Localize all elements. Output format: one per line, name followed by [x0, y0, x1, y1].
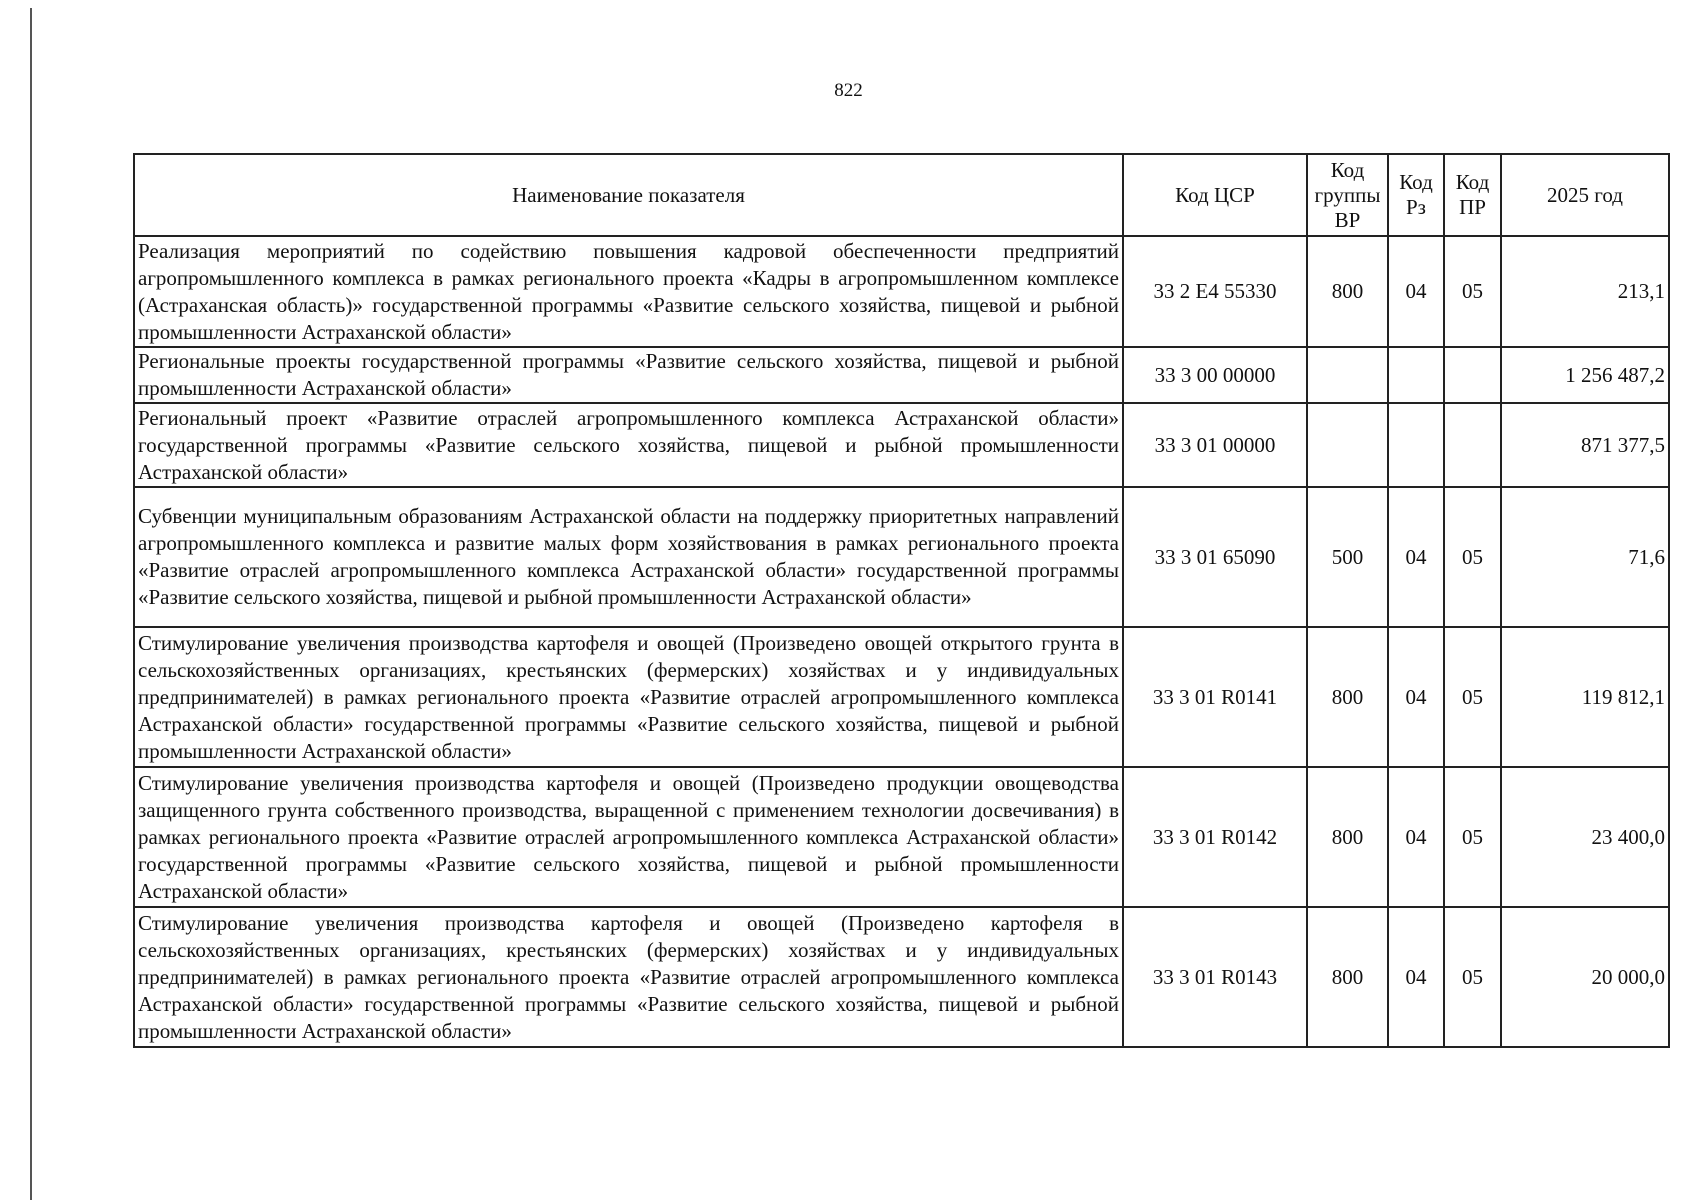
csr-code-cell: 33 3 01 65090: [1123, 487, 1307, 627]
vr-code-cell: 800: [1307, 627, 1388, 767]
csr-code-cell: 33 3 01 00000: [1123, 403, 1307, 487]
header-pr-code: Код ПР: [1444, 154, 1501, 236]
vr-code-cell: 800: [1307, 767, 1388, 907]
table-row: [134, 767, 1669, 907]
pr-code-cell: 05: [1444, 487, 1501, 627]
rz-code-cell: [1388, 403, 1444, 487]
scan-edge-line: [30, 8, 32, 1200]
budget-table: [133, 153, 1670, 1048]
indicator-name-cell: Реализация мероприятий по содействию повышения кадровой обеспеченности предприятий агропромышленного комплекса в рамках регионального проекта «Кадры в агропромышленном комплексе (Астраханская область)» государственной программы «Развитие сельского хозяйства, пищевой и рыбной промышленности Астраханской области»: [134, 236, 1123, 347]
table-row: [134, 403, 1669, 487]
page-number: 822: [834, 80, 863, 101]
vr-code-cell: 500: [1307, 487, 1388, 627]
indicator-name-cell: Субвенции муниципальным образованиям Астраханской области на поддержку приоритетных направлений агропромышленного комплекса и развитие малых форм хозяйствования в рамках регионального проекта «Развитие отраслей агропромышленного комплекса Астраханской области» государственной программы «Развитие сельского хозяйства, пищевой и рыбной промышленности Астраханской области»: [134, 487, 1123, 627]
pr-code-cell: [1444, 347, 1501, 403]
table-row: [134, 907, 1669, 1047]
header-csr-code: Код ЦСР: [1123, 154, 1307, 236]
table-row: [134, 347, 1669, 403]
indicator-name-cell: Региональный проект «Развитие отраслей агропромышленного комплекса Астраханской области» государственной программы «Развитие сельского хозяйства, пищевой и рыбной промышленности Астраханской области»: [134, 403, 1123, 487]
amount-cell: 213,1: [1501, 236, 1669, 347]
header-indicator-name: Наименование показателя: [134, 154, 1123, 236]
vr-code-cell: 800: [1307, 907, 1388, 1047]
amount-cell: 119 812,1: [1501, 627, 1669, 767]
vr-code-cell: [1307, 347, 1388, 403]
rz-code-cell: 04: [1388, 767, 1444, 907]
table-row: [134, 487, 1669, 627]
pr-code-cell: 05: [1444, 236, 1501, 347]
amount-cell: 71,6: [1501, 487, 1669, 627]
header-rz-code: Код Рз: [1388, 154, 1444, 236]
header-year-2025: 2025 год: [1501, 154, 1669, 236]
rz-code-cell: 04: [1388, 627, 1444, 767]
rz-code-cell: 04: [1388, 236, 1444, 347]
header-vr-group-code: Код группы ВР: [1307, 154, 1388, 236]
rz-code-cell: 04: [1388, 487, 1444, 627]
csr-code-cell: 33 3 01 R0141: [1123, 627, 1307, 767]
indicator-name-cell: Региональные проекты государственной программы «Развитие сельского хозяйства, пищевой и рыбной промышленности Астраханской области»: [134, 347, 1123, 403]
csr-code-cell: 33 3 01 R0143: [1123, 907, 1307, 1047]
indicator-name-cell: Стимулирование увеличения производства картофеля и овощей (Произведено продукции овощеводства защищенного грунта собственного производства, выращенной с применением технологии досвечивания) в рамках регионального проекта «Развитие отраслей агропромышленного комплекса Астраханской области» государственной программы «Развитие сельского хозяйства, пищевой и рыбной промышленности Астраханской области»: [134, 767, 1123, 907]
amount-cell: 871 377,5: [1501, 403, 1669, 487]
indicator-name-cell: Стимулирование увеличения производства картофеля и овощей (Произведено картофеля в сельскохозяйственных организациях, крестьянских (фермерских) хозяйствах и у индивидуальных предпринимателей) в рамках регионального проекта «Развитие отраслей агропромышленного комплекса Астраханской области» государственной программы «Развитие сельского хозяйства, пищевой и рыбной промышленности Астраханской области»: [134, 907, 1123, 1047]
header-row: [134, 154, 1669, 236]
table-header: [134, 154, 1669, 236]
rz-code-cell: 04: [1388, 907, 1444, 1047]
indicator-name-cell: Стимулирование увеличения производства картофеля и овощей (Произведено овощей открытого грунта в сельскохозяйственных организациях, крестьянских (фермерских) хозяйствах и у индивидуальных предпринимателей) в рамках регионального проекта «Развитие отраслей агропромышленного комплекса Астраханской области» государственной программы «Развитие сельского хозяйства, пищевой и рыбной промышленности Астраханской области»: [134, 627, 1123, 767]
vr-code-cell: [1307, 403, 1388, 487]
amount-cell: 23 400,0: [1501, 767, 1669, 907]
pr-code-cell: 05: [1444, 627, 1501, 767]
amount-cell: 1 256 487,2: [1501, 347, 1669, 403]
table-body: [134, 236, 1669, 1047]
table-row: [134, 627, 1669, 767]
csr-code-cell: 33 3 01 R0142: [1123, 767, 1307, 907]
pr-code-cell: 05: [1444, 907, 1501, 1047]
pr-code-cell: 05: [1444, 767, 1501, 907]
vr-code-cell: 800: [1307, 236, 1388, 347]
pr-code-cell: [1444, 403, 1501, 487]
table-row: [134, 236, 1669, 347]
csr-code-cell: 33 3 00 00000: [1123, 347, 1307, 403]
rz-code-cell: [1388, 347, 1444, 403]
amount-cell: 20 000,0: [1501, 907, 1669, 1047]
csr-code-cell: 33 2 Е4 55330: [1123, 236, 1307, 347]
